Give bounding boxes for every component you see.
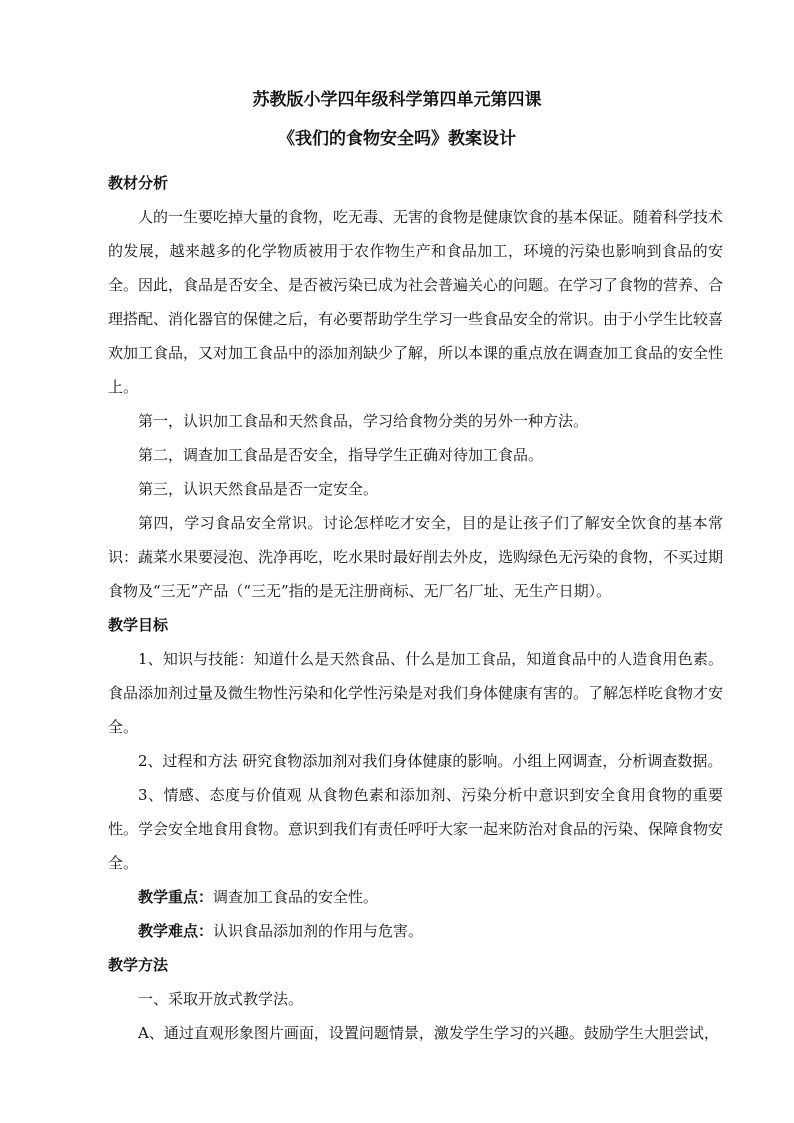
difficulty-text: 认识食品添加剂的作用与危害。 [213,922,424,940]
paragraph: 2、过程和方法 研究食物添加剂对我们身体健康的影响。小组上网调查，分析调查数据。 [138,752,723,770]
document-title: 苏教版小学四年级科学第四单元第四课 [252,90,542,110]
paragraph: 3、情感、态度与价值观 从食物色素和添加剂、污染分析中意识到安全食用食物的重要性。学会安全地食用食物。意识到我们有责任呼吁大家一起来防治对食品的污染、保障食物安全。 [108,786,724,872]
paragraph: 第一，认识加工食品和天然食品，学习给食物分类的另外一种方法。 [138,412,589,430]
paragraph: 第三，认识天然食品是否一定安全。 [138,480,379,498]
paragraph: A、通过直观形象图片画面，设置问题情景，激发学生学习的兴趣。鼓励学生大胆尝试， [138,1024,719,1042]
paragraph: 第四，学习食品安全常识。讨论怎样吃才安全，目的是让孩子们了解安全饮食的基本常识：蔬菜水果要浸泡、洗净再吃，吃水果时最好削去外皮，选购绿色无污染的食物，不买过期食物及“三无”产品（“三无”指的是无注册商标、无厂名厂址、无生产日期）。 [108,514,724,600]
document-subtitle: 《我们的食物安全吗》教案设计 [278,129,516,149]
difficulty-label: 教学难点： [138,922,214,940]
section-heading-methods: 教学方法 [108,956,169,974]
paragraph: 人的一生要吃掉大量的食物，吃无毒、无害的食物是健康饮食的基本保证。随着科学技术的发展，越来越多的化学物质被用于农作物生产和食品加工，环境的污染也影响到食品的安全。因此，食品是否安全、是否被污染已成为社会普遍关心的问题。在学习了食物的营养、合理搭配、消化器官的保健之后，有必要帮助学生学习一些食品安全的常识。由于小学生比较喜欢加工食品，又对加工食品中的添加剂缺少了解，所以本课的重点放在调查加工食品的安全性上。 [108,208,724,396]
paragraph: 一、采取开放式教学法。 [138,990,304,1008]
key-point-text: 调查加工食品的安全性。 [213,888,379,906]
key-point-label: 教学重点： [138,888,214,906]
section-heading-goals: 教学目标 [108,616,169,634]
difficulty-line [108,914,723,948]
section-heading-analysis: 教材分析 [108,174,169,192]
document-body [108,166,723,1050]
paragraph: 第二，调查加工食品是否安全，指导学生正确对待加工食品。 [138,446,544,464]
paragraph: 1、知识与技能：知道什么是天然食品、什么是加工食品，知道食品中的人造食用色素。食品添加剂过量及微生物性污染和化学性污染是对我们身体健康有害的。了解怎样吃食物才安全。 [108,650,724,736]
key-point-line [108,880,723,914]
